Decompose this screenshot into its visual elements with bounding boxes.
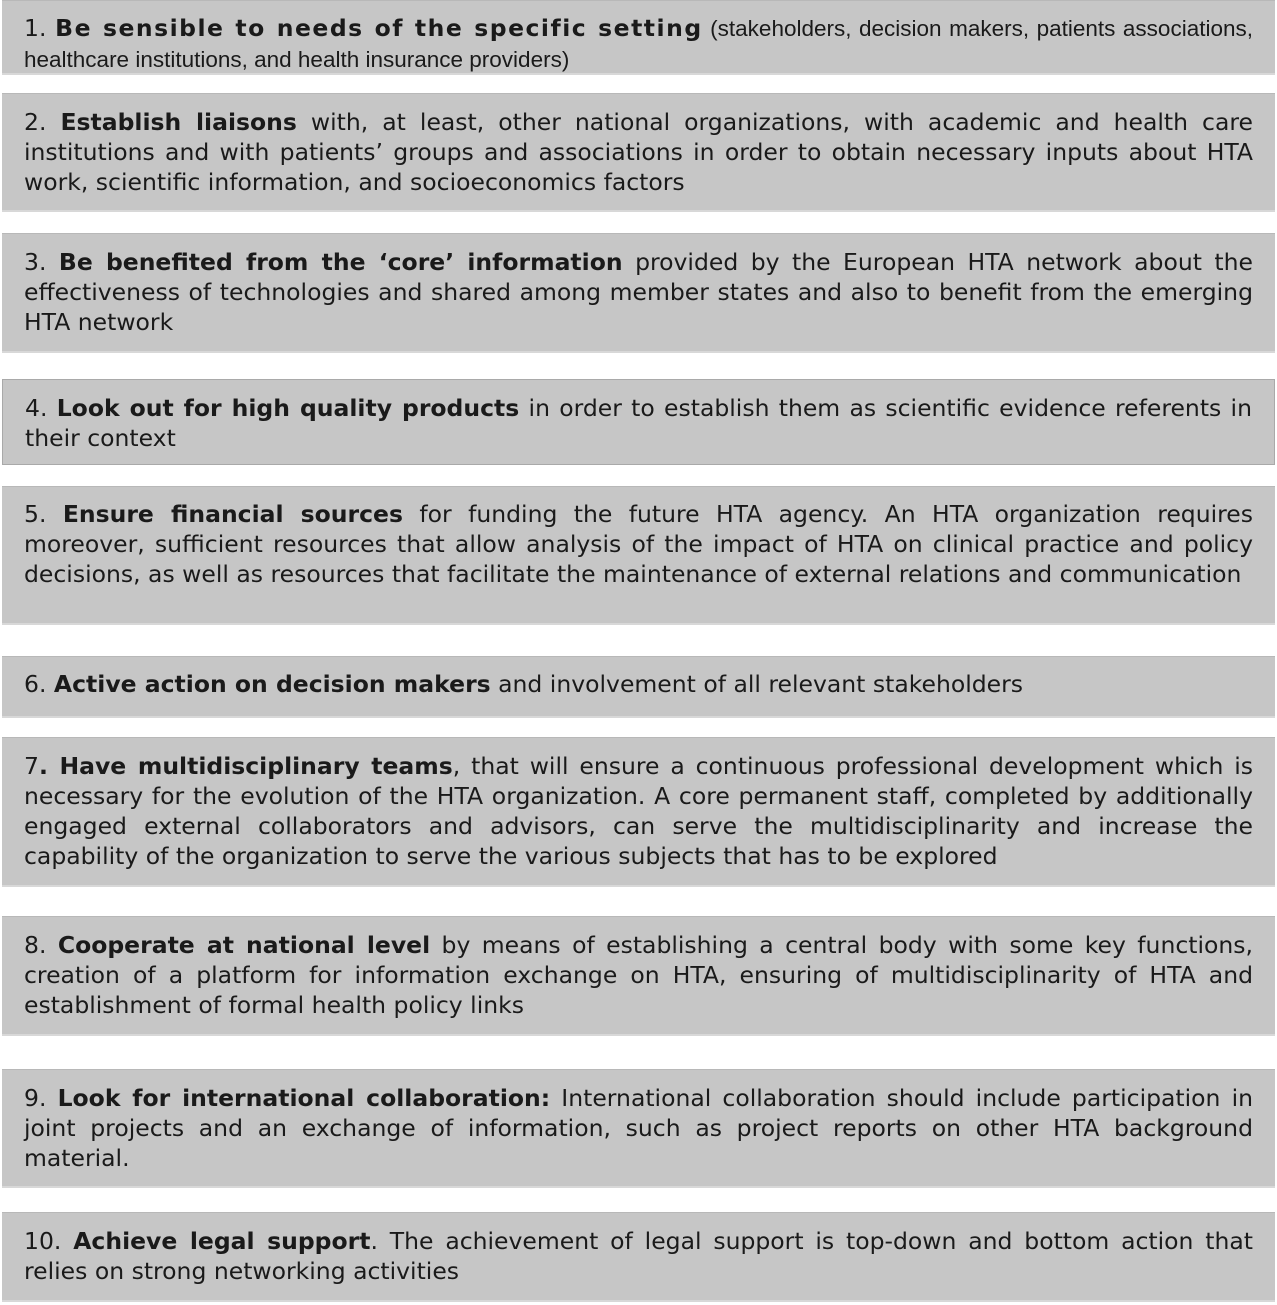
recommendation-item-2 (2, 93, 1275, 212)
item-heading: . Have multidisciplinary teams (38, 752, 453, 780)
item-text: for funding the future HTA agency. An HTA organization requires moreover, sufficient resources that allow analysis of the impact of HTA on clinical practice and policy decisions, as well as resources that facilitate the maintenance of external relations and communication (24, 500, 1253, 588)
item-number: 4. (25, 394, 57, 422)
item-heading: Active action on decision makers (53, 670, 491, 698)
item-heading: Ensure financial sources (62, 500, 403, 528)
item-number: 7 (24, 752, 39, 780)
recommendation-item-9 (2, 1069, 1275, 1188)
item-text: in order to establish them as scientific evidence referents in their context (25, 394, 1252, 452)
item-number: 3. (24, 248, 59, 276)
item-number: 6. (24, 670, 54, 698)
item-text: International collaboration should include participation in joint projects and an exchange of information, such as project reports on other HTA background material. (24, 1084, 1253, 1172)
item-text: and involvement of all relevant stakeholders (490, 670, 1024, 698)
item-text: (stakeholders, decision makers, patients associations, healthcare institutions, and health insurance providers) (24, 16, 1253, 72)
recommendation-item-10 (2, 1212, 1275, 1302)
item-text: , that will ensure a continuous professional development which is necessary for the evolution of the HTA organization. A core permanent staff, completed by additionally engaged external collaborators and advisors, can serve the multidisciplinarity and increase the capability of the organization to serve the various subjects that has to be explored (24, 752, 1253, 870)
recommendation-item-6 (2, 656, 1275, 718)
item-text: with, at least, other national organizations, with academic and health care institutions and with patients’ groups and associations in order to obtain necessary inputs about HTA work, scientific information, and socioeconomics factors (24, 108, 1253, 196)
item-number: 9. (24, 1084, 58, 1112)
item-heading: Cooperate at national level (57, 931, 431, 959)
item-heading: Establish liaisons (60, 108, 297, 136)
item-number: 5. (24, 500, 63, 528)
item-number: 2. (24, 108, 61, 136)
recommendation-item-4 (2, 379, 1275, 465)
recommendation-item-1 (2, 0, 1275, 75)
item-text: provided by the European HTA network about the effectiveness of technologies and shared among member states and also to benefit from the emerging HTA network (24, 248, 1253, 336)
item-text: . The achievement of legal support is top-down and bottom action that relies on strong networking activities (24, 1227, 1253, 1285)
item-number: 8. (24, 931, 58, 959)
item-heading: Be benefited from the ‘core’ information (58, 248, 623, 276)
item-text: by means of establishing a central body with some key functions, creation of a platform for information exchange on HTA, ensuring of multidisciplinarity of HTA and establishment of formal health policy links (24, 931, 1253, 1019)
recommendation-item-8 (2, 916, 1275, 1036)
recommendation-item-3 (2, 233, 1275, 353)
item-number: 1. (24, 14, 56, 42)
item-heading: Look for international collaboration: (57, 1084, 551, 1112)
item-heading: Look out for high quality products (56, 394, 520, 422)
item-heading: Be sensible to needs of the specific setting (55, 14, 703, 42)
item-number: 10. (24, 1227, 74, 1255)
recommendation-item-7 (2, 737, 1275, 887)
item-heading: Achieve legal support (73, 1227, 371, 1255)
recommendation-item-5 (2, 486, 1275, 625)
